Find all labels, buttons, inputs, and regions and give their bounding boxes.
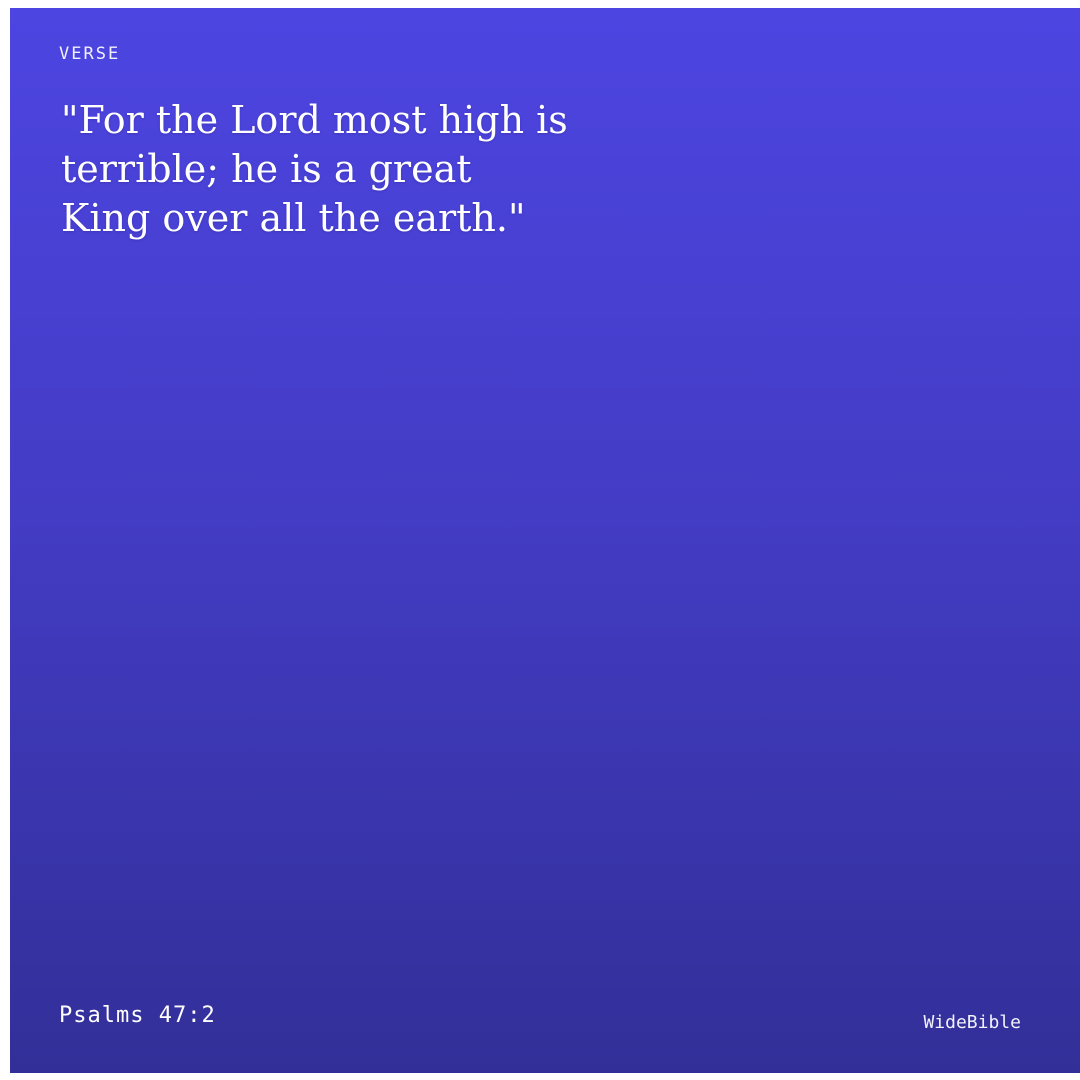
quote-line-2: terrible; he is a great <box>61 147 472 191</box>
verse-reference: Psalms 47:2 <box>59 1003 216 1028</box>
quote-line-1: "For the Lord most high is <box>61 98 568 142</box>
verse-card <box>10 8 1080 1073</box>
verse-quote <box>61 96 961 243</box>
verse-label: VERSE <box>59 44 121 64</box>
brand-watermark: WideBible <box>923 1012 1021 1033</box>
quote-line-3: King over all the earth." <box>61 196 526 240</box>
